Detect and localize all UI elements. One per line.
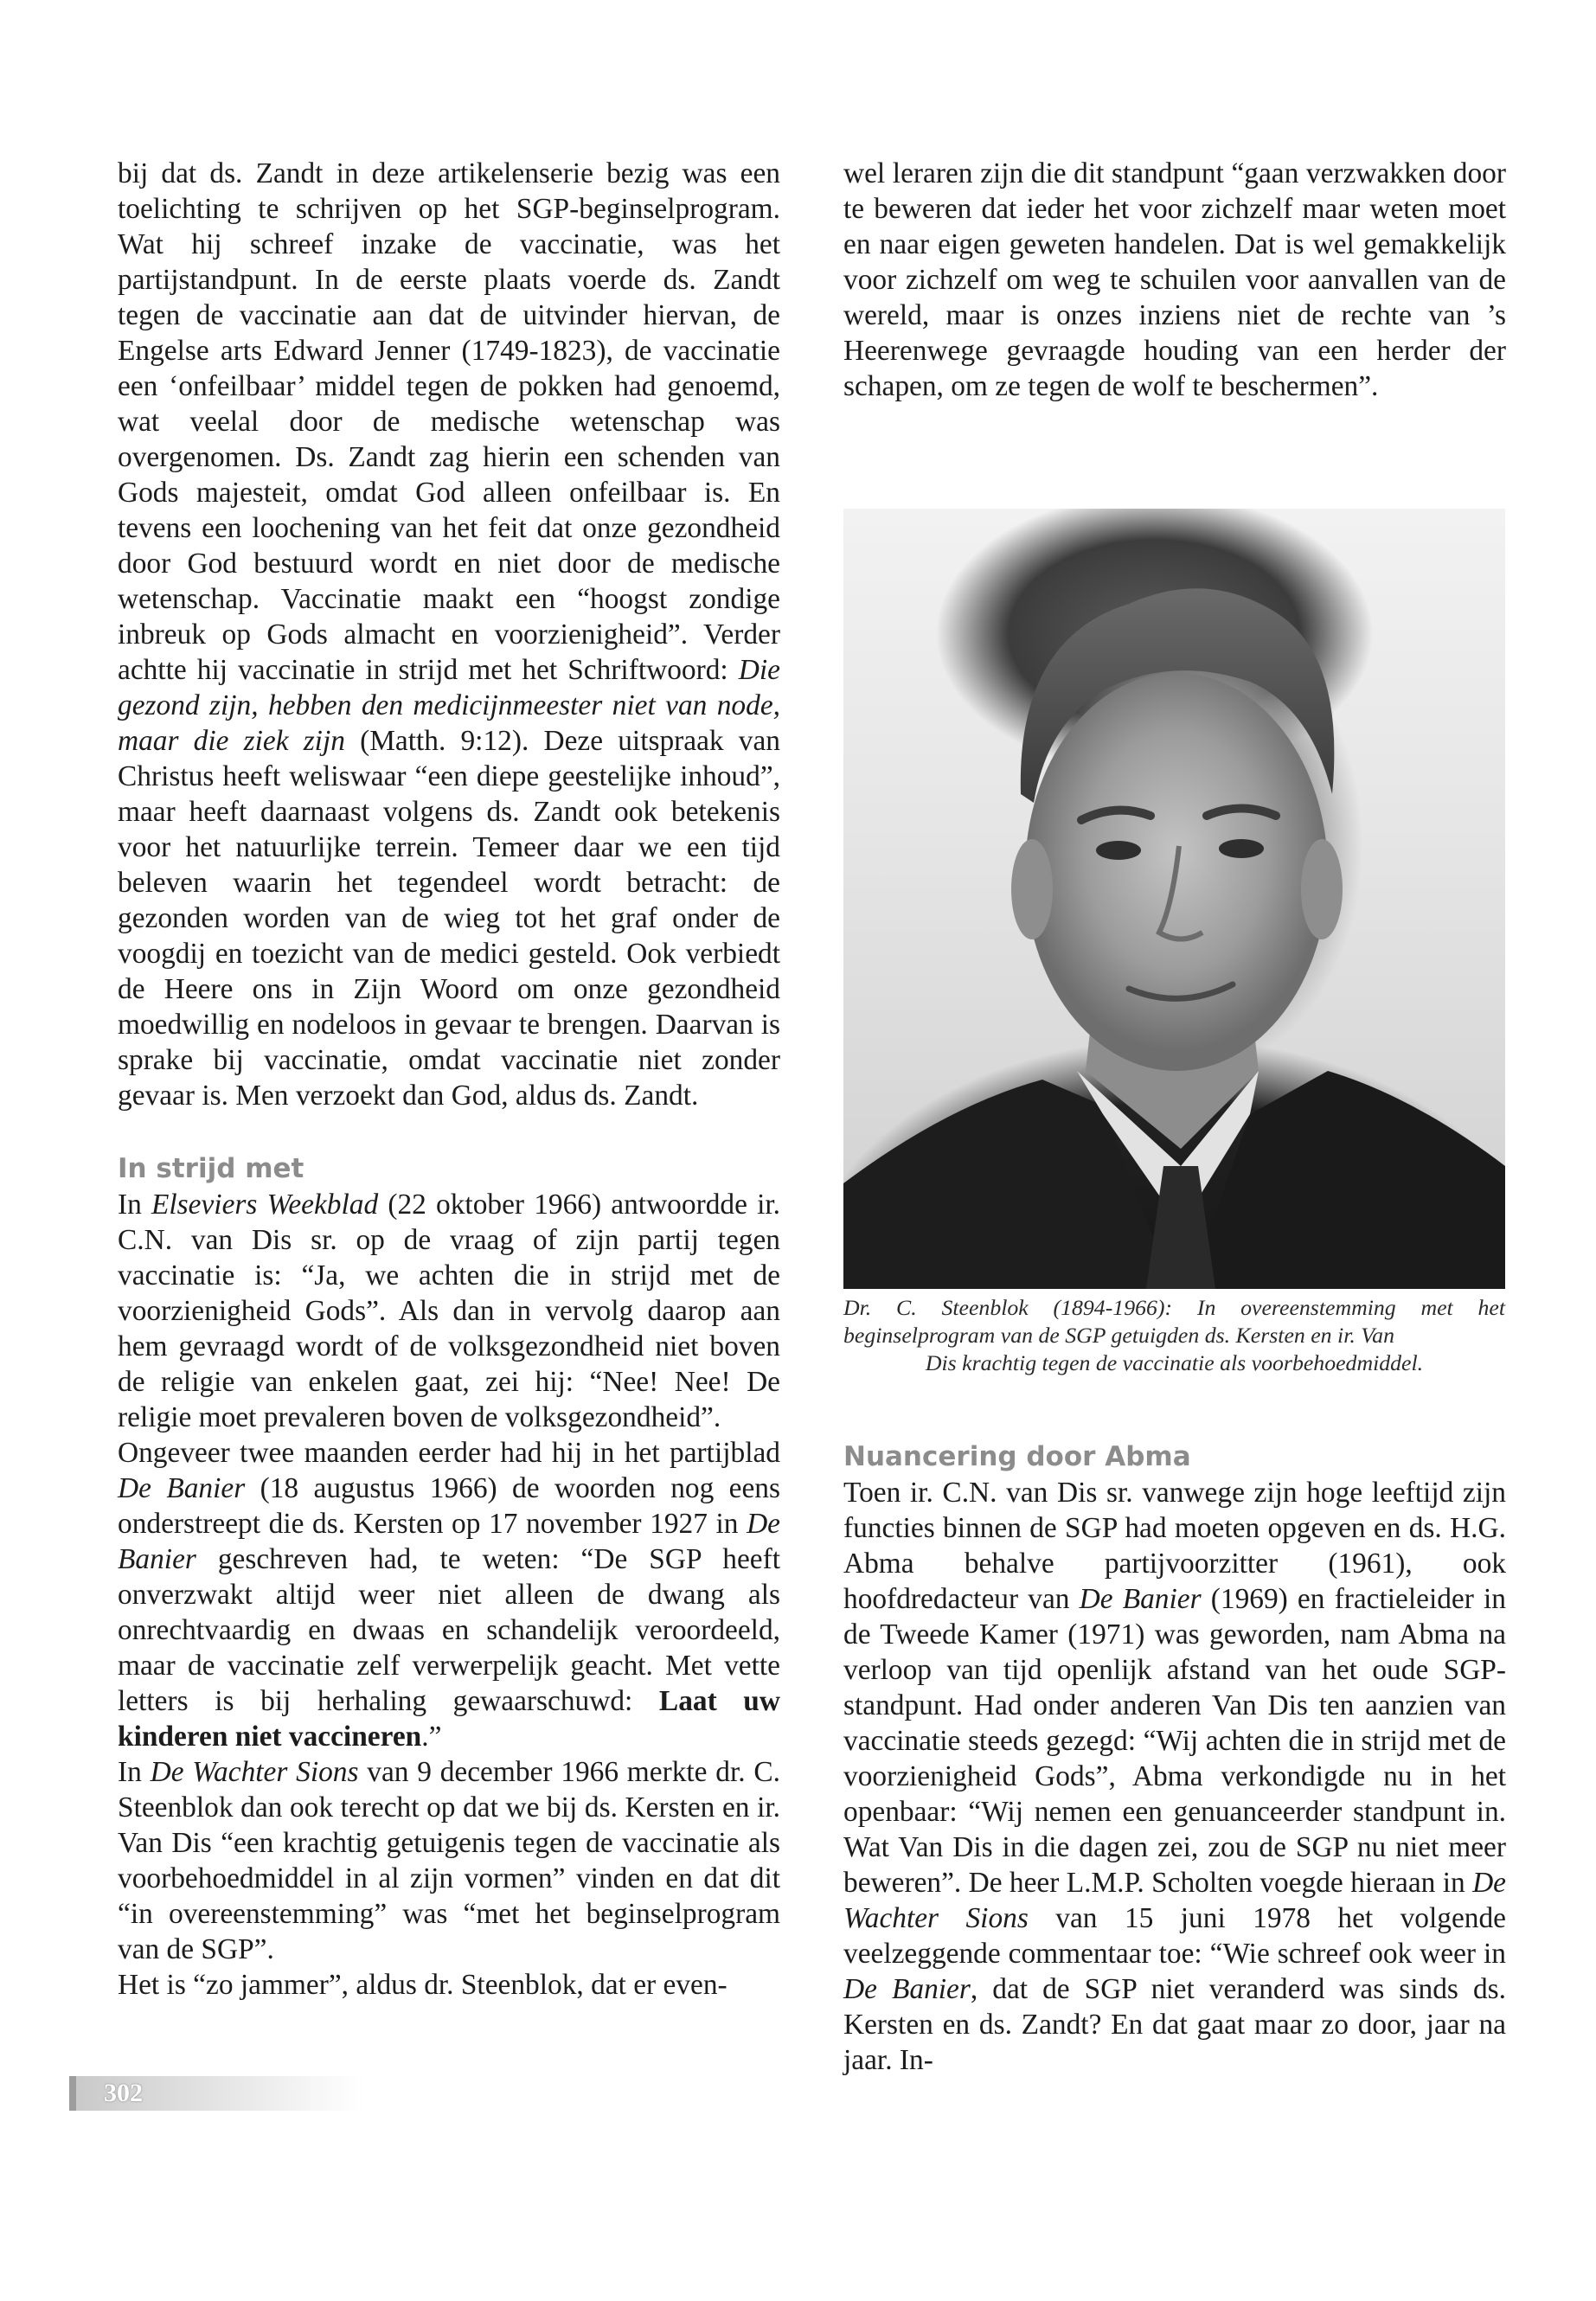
section-heading: In strijd met <box>118 1153 304 1184</box>
portrait-photo <box>843 509 1505 1289</box>
paragraph: wel leraren zijn die dit standpunt “gaan verzwakken door te beweren dat ieder het voor zichzelf maar weten moet en naar eigen geweten handelen. Dat is wel gemakkelijk voor zichzelf om weg te schuilen voor aanvallen van de wereld, maar is onzes inziens niet de rechte van ’s Heerenwege gevraagde houding van een herder der schapen, om ze tegen de wolf te beschermen”. <box>843 157 1506 402</box>
left-column <box>118 156 780 2003</box>
scripture-quote: Die gezond zijn, hebben den medicijnmeester niet van node, maar die ziek zijn <box>118 654 780 757</box>
right-column-bottom <box>843 1439 1506 2078</box>
section-heading: Nuancering door Abma <box>843 1441 1191 1472</box>
paragraph: bij dat ds. Zandt in deze artikelenserie bezig was een toelichting te schrijven op het SGP-beginselprogram. Wat hij schreef inzake de vaccinatie, was het partijstandpunt. In de eerste plaats voerde ds. Zandt tegen de vaccinatie aan dat de uitvinder hiervan, de Engelse arts Edward Jenner (1749-1823), de vaccinatie een ‘onfeilbaar’ middel tegen de pokken had genoemd, wat veelal door de medische wetenschap was overgenomen. Ds. Zandt zag hierin een schenden van Gods majesteit, omdat God alleen onfeilbaar is. En tevens een loochening van het feit dat onze gezondheid door God bestuurd wordt en niet door de medische wetenschap. Vaccinatie maakt een “hoogst zondige inbreuk op Gods almacht en voorzienigheid”. Verder achtte hij vaccinatie in strijd met het Schriftwoord: Die gezond zijn, hebben den medicijnmeester niet van node, maar die ziek zijn (Matth. 9:12). Deze uitspraak van Christus heeft weliswaar “een diepe geestelijke inhoud”, maar heeft daarnaast volgens ds. Zandt ook betekenis voor het natuurlijke terrein. Temeer daar we een tijd beleven waarin het tegendeel wordt betracht: de gezonden worden van de wieg tot het graf onder de voogdij en toezicht van de medici gesteld. Ook verbiedt de Heere ons in Zijn Woord om onze gezondheid moedwillig en nodeloos in gevaar te brengen. Daarvan is sprake bij vaccinatie, omdat vaccinatie niet zonder gevaar is. Men verzoekt dan God, aldus ds. Zandt. <box>118 157 780 1112</box>
paragraph: In Elseviers Weekblad (22 oktober 1966) antwoordde ir. C.N. van Dis sr. op de vraag of zijn partij tegen vaccinatie is: “Ja, we achten die in strijd met de voorzienigheid Gods”. Als dan in vervolg daarop aan hem gevraagd wordt of de volksgezondheid niet boven de religie van enkelen gaat, zei hij: “Nee! Nee! De religie moet prevaleren boven de volksgezondheid”. <box>118 1189 780 1433</box>
paragraph: In De Wachter Sions van 9 december 1966 merkte dr. C. Steenblok dan ook terecht op dat we bij ds. Kersten en ir. Van Dis “een krachtig getuigenis tegen de vaccinatie als voorbehoedmiddel in al zijn vormen” vinden en dat dit “in overeenstemming” was “met het beginselprogram van de SGP”. <box>118 1756 780 1965</box>
paragraph: Het is “zo jammer”, aldus dr. Steenblok, dat er even- <box>118 1969 727 2001</box>
right-column-top <box>843 156 1506 404</box>
photo-caption: Dr. C. Steenblok (1894-1966): In overeenstemming met het beginselprogram van de SGP getuigden ds. Kersten en ir. Van Dis krachtig tegen de vaccinatie als voorbehoedmiddel. <box>843 1295 1505 1375</box>
paragraph: Ongeveer twee maanden eerder had hij in het partijblad De Banier (18 augustus 1966) de woorden nog eens onderstreept die ds. Kersten op 17 november 1927 in De Banier geschreven had, te weten: “De SGP heeft onverzwakt altijd weer niet alleen de dwang als onrechtvaardig en dwaas en schandelijk veroordeeld, maar de vaccinatie zelf verwerpelijk geacht. Met vette letters is bij herhaling gewaarschuwd: Laat uw kinderen niet vaccineren.” <box>118 1437 780 1753</box>
bold-warning: Laat uw kinderen niet vaccineren <box>118 1685 780 1753</box>
paragraph: Toen ir. C.N. van Dis sr. vanwege zijn hoge leeftijd zijn functies binnen de SGP had moeten opgeven en ds. H.G. Abma behalve partijvoorzitter (1961), ook hoofdredacteur van De Banier (1969) en fractieleider in de Tweede Kamer (1971) was geworden, nam Abma na verloop van tijd openlijk afstand van het oude SGP-standpunt. Had onder anderen Van Dis ten aanzien van vaccinatie steeds gezegd: “Wij achten die in strijd met de voorzienigheid Gods”, Abma verkondigde nu in het openbaar: “Wij nemen een genuanceerder standpunt in. Wat Van Dis in die dagen zei, zou de SGP nu niet meer beweren”. De heer L.M.P. Scholten voegde hieraan in De Wachter Sions van 15 juni 1978 het volgende veelzeggende commentaar toe: “Wie schreef ook weer in De Banier, dat de SGP niet veranderd was sinds ds. Kersten en ds. Zandt? En dat gaat maar zo door, jaar na jaar. In- <box>843 1477 1506 2076</box>
page-tab-bar <box>69 2076 76 2111</box>
page-number: 302 <box>104 2079 143 2107</box>
page-number-tab <box>69 2076 363 2111</box>
